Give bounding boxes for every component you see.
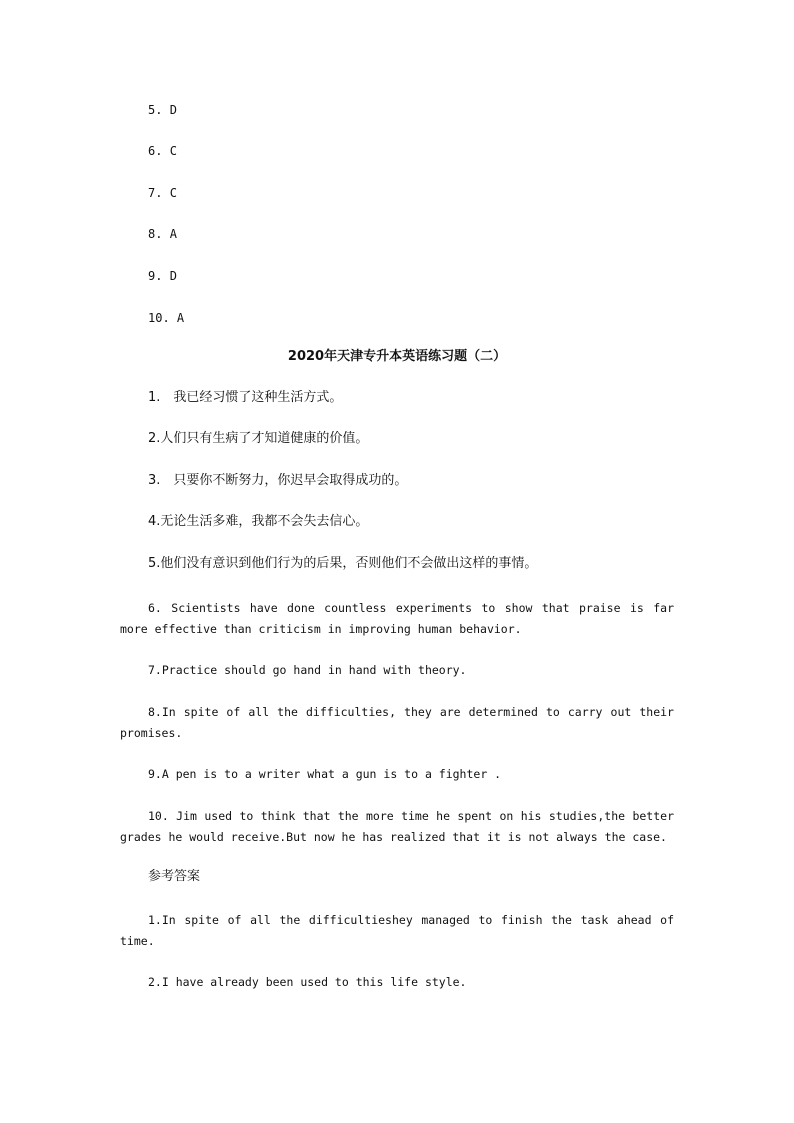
cn-sentence-1: 1. 我已经习惯了这种生活方式。 xyxy=(148,390,343,405)
answer-letter: C xyxy=(169,144,177,158)
en-sentence-6 xyxy=(120,598,674,640)
answer-number: 5. xyxy=(148,103,163,117)
cn-sentence-3: 3. 只要你不断努力，你迟早会取得成功的。 xyxy=(148,473,408,488)
cn-sentence-2: 2.人们只有生病了才知道健康的价值。 xyxy=(148,431,369,446)
answer-line xyxy=(148,226,177,242)
en-sentence-9 xyxy=(120,764,674,785)
en-sentence-8 xyxy=(120,702,674,744)
answer-letter: D xyxy=(169,103,177,117)
cn-sentence-5: 5.他们没有意识到他们行为的后果，否则他们不会做出这样的事情。 xyxy=(148,556,538,571)
answer-line xyxy=(148,310,184,326)
reference-heading: 参考答案 xyxy=(148,869,201,884)
reference-answer-2 xyxy=(120,972,674,993)
answer-line xyxy=(148,102,177,118)
answer-line xyxy=(148,143,177,159)
answer-letter: D xyxy=(169,269,177,283)
reference-answer-text: 1.In spite of all the difficultieshey managed to finish the task ahead of time. xyxy=(120,913,674,948)
en-sentence-7 xyxy=(120,660,674,681)
en-sentence-text: 6. Scientists have done countless experiments to show that praise is far more effective than criticism in improving human behavior. xyxy=(120,601,674,636)
answer-number: 6. xyxy=(148,144,163,158)
reference-answer-text: 2.I have already been used to this life style. xyxy=(148,975,467,989)
answer-line xyxy=(148,268,177,284)
answer-number: 8. xyxy=(148,227,163,241)
answer-number: 7. xyxy=(148,186,163,200)
reference-answer-1 xyxy=(120,910,674,952)
en-sentence-text: 8.In spite of all the difficulties, they are determined to carry out their promises. xyxy=(120,705,674,740)
answer-line xyxy=(148,185,177,201)
cn-sentence-4: 4.无论生活多难，我都不会失去信心。 xyxy=(148,514,369,529)
section-title: 2020年天津专升本英语练习题（二） xyxy=(287,349,507,364)
en-sentence-text: 9.A pen is to a writer what a gun is to a fighter . xyxy=(148,767,502,781)
en-sentence-text: 10. Jim used to think that the more time he spent on his studies,the better grades he would receive.But now he has realized that it is not always the case. xyxy=(120,809,674,844)
answer-number: 10. xyxy=(148,311,170,325)
answer-letter: C xyxy=(169,186,177,200)
answer-number: 9. xyxy=(148,269,163,283)
en-sentence-10 xyxy=(120,806,674,848)
en-sentence-text: 7.Practice should go hand in hand with theory. xyxy=(148,663,467,677)
answer-letter: A xyxy=(169,227,177,241)
answer-letter: A xyxy=(176,311,185,325)
